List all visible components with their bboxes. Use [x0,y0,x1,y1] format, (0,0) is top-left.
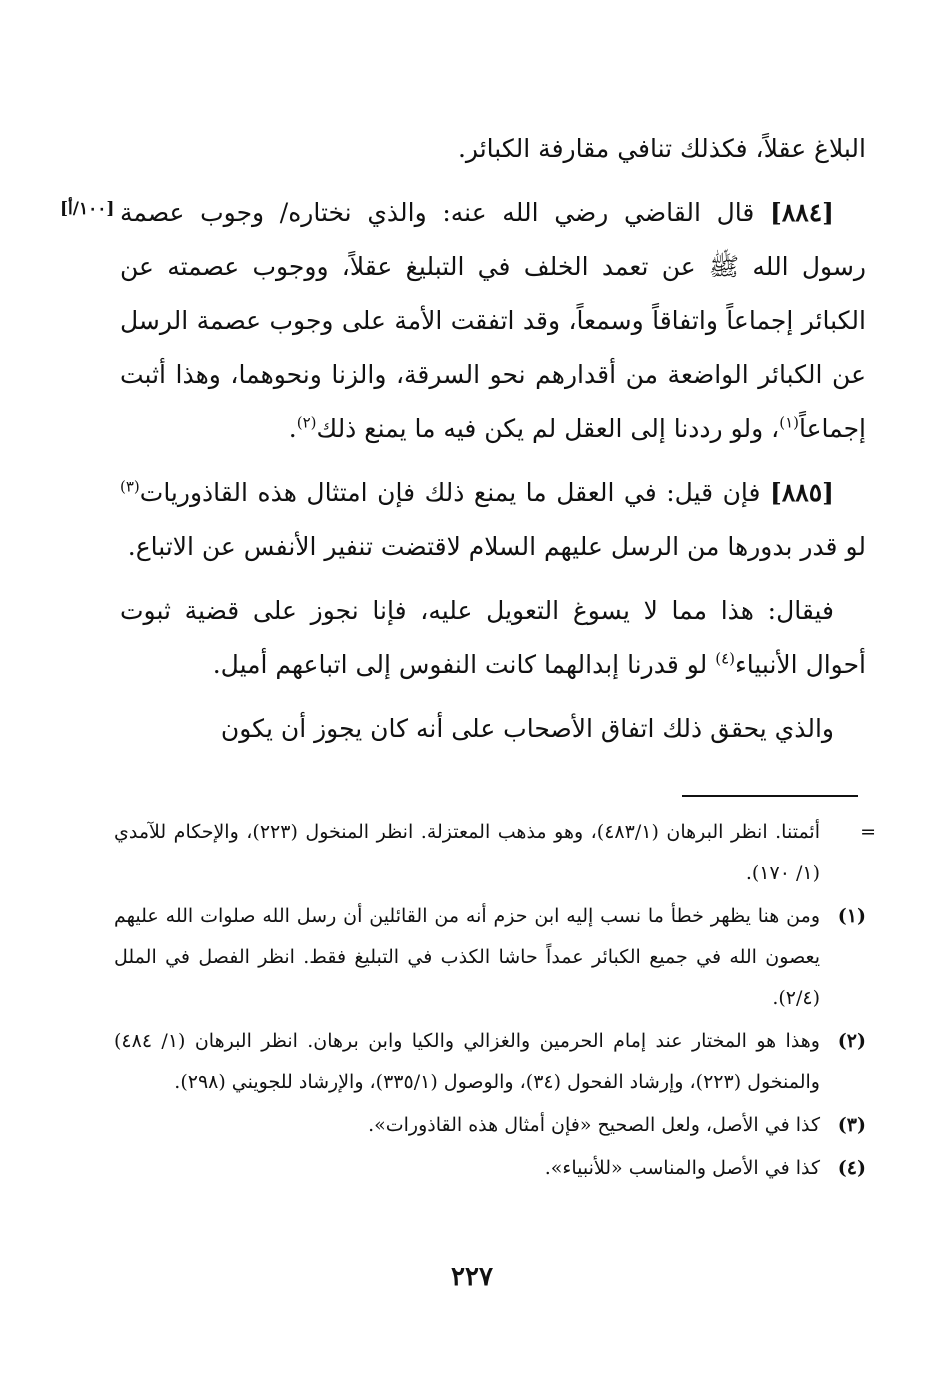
footnote-text: ومن هنا يظهر خطأ ما نسب إليه ابن حزم أنه من القائلين أن رسل الله صلوات الله عليهم يعصون الله في جميع الكبائر عمداً حاشا الكذب في التبليغ فقط. انظر الفصل في الملل (٢/٤). [114,905,820,1009]
footnotes [114,812,876,1191]
footnote-mark: (٢) [837,1030,866,1052]
page-number: ٢٢٧ [451,1262,493,1292]
footnote-mark: (١) [837,905,866,927]
footnote-text: كذا في الأصل، ولعل الصحيح «فإن أمثال هذه القاذورات». [368,1114,820,1136]
paragraph-text: ، ولو رددنا إلى العقل لم يكن فيه ما يمنع ذلك [316,414,780,443]
footnote-ref[interactable]: (٣) [120,477,140,496]
paragraph-text: والذي يحقق ذلك اتفاق الأصحاب على أنه كان يجوز أن يكون [220,714,834,743]
footnote-2 [114,1021,866,1103]
footnote-3 [114,1105,866,1146]
paragraph-last [120,702,866,756]
paragraph-885 [120,466,866,574]
paragraph-number: [٨٨٤] [770,198,834,227]
footnote-text: وهذا هو المختار عند إمام الحرمين والغزالي والكيا وابن برهان. انظر البرهان (١/ ٤٨٤) والمنخول (٢٢٣)، وإرشاد الفحول (٣٤)، والوصول (٣٣٥/١)، والإرشاد للجويني (٢٩٨). [114,1030,820,1093]
paragraph-text: لو قدر بدورها من الرسل عليهم السلام لاقتضت تنفير الأنفس عن الاتباع. [127,532,866,561]
footnote-4 [114,1148,866,1189]
footnote-text: كذا في الأصل والمناسب «للأنبياء». [544,1157,820,1179]
main-text [120,122,866,766]
footnote-text: أئمتنا. انظر البرهان (٤٨٣/١)، وهو مذهب المعتزلة. انظر المنخول (٢٢٣)، والإحكام للآمدي (١/ ١٧٠). [114,821,820,884]
paragraph-text: . [288,414,297,443]
footnote-continuation [114,812,876,894]
continuation-mark: = [860,821,876,843]
footnote-ref[interactable]: (١) [779,413,799,432]
paragraph-text: قال القاضي رضي الله عنه: والذي نختاره/ وجوب عصمة رسول الله ﷺ عن تعمد الخلف في التبليغ عقلاً، ووجوب عصمته عن الكبائر إجماعاً واتفاقاً وسمعاً، وقد اتفقت الأمة على وجوب عصمة الرسل عن الكبائر الواضعة من أقدارهم نحو السرقة، والزنا ونحوهما، وهذا أثبت إجماعاً [120,198,866,443]
paragraph-884 [120,186,866,456]
paragraph-continuation [120,122,866,176]
footnote-mark: (٤) [837,1157,866,1179]
footnote-ref[interactable]: (٢) [296,413,317,432]
footnote-1 [114,896,866,1019]
paragraph-text: البلاغ عقلاً، فكذلك تنافي مقارفة الكبائر. [457,134,866,163]
margin-folio-reference: [١٠٠/أ] [60,199,115,219]
paragraph-reply [120,584,866,692]
paragraph-text: فإن قيل: في العقل ما يمنع ذلك فإن امتثال هذه القاذوريات [139,478,771,507]
footnote-mark: (٣) [837,1114,866,1136]
footnote-separator [682,795,858,797]
footnote-ref[interactable]: (٤) [715,649,735,668]
paragraph-text: فيقال: هذا مما لا يسوغ التعويل عليه، فإنا نجوز على قضية ثبوت أحوال الأنبياء [120,596,866,679]
paragraph-number: [٨٨٥] [770,478,834,507]
paragraph-text: لو قدرنا إبدالهما كانت النفوس إلى اتباعهم أميل. [212,650,716,679]
